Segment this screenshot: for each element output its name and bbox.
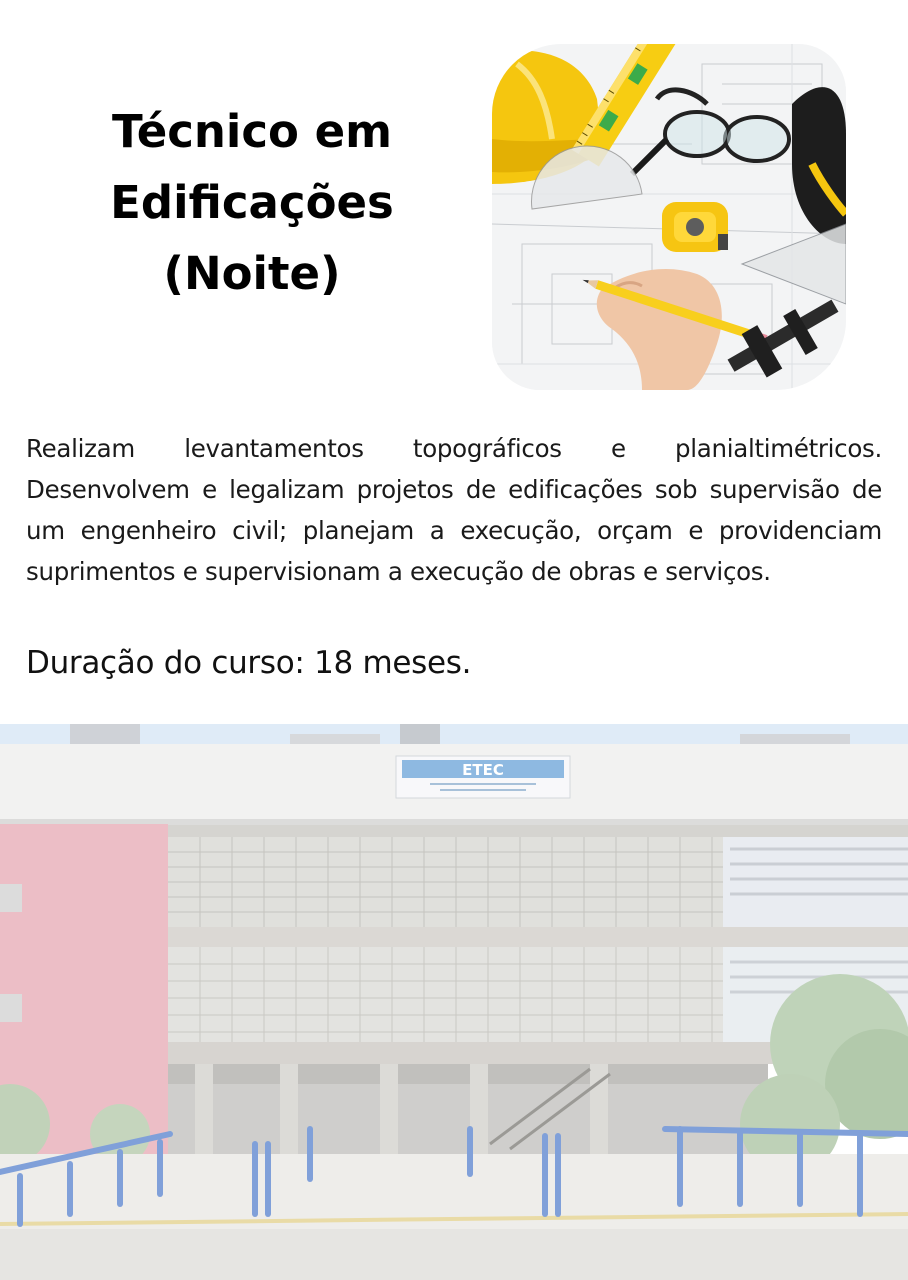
etec-sign-text: ETEC <box>462 761 504 779</box>
construction-tools-photo <box>492 44 846 390</box>
course-title-line-1: Técnico em <box>111 105 393 158</box>
course-duration: Duração do curso: 18 meses. <box>26 645 472 681</box>
course-title <box>40 96 464 309</box>
course-description: Realizam levantamentos topográficos e planialtimétricos. Desenvolvem e legalizam projetos de edificações sob supervisão de um engenheiro civil; planejam a execução, orçam e providenciam suprimentos e supervisionam a execução de obras e serviços. <box>26 434 882 586</box>
school-building-photo <box>0 724 908 1280</box>
course-title-line-2: Edificações <box>110 176 394 229</box>
course-title-line-3: (Noite) <box>163 247 341 300</box>
